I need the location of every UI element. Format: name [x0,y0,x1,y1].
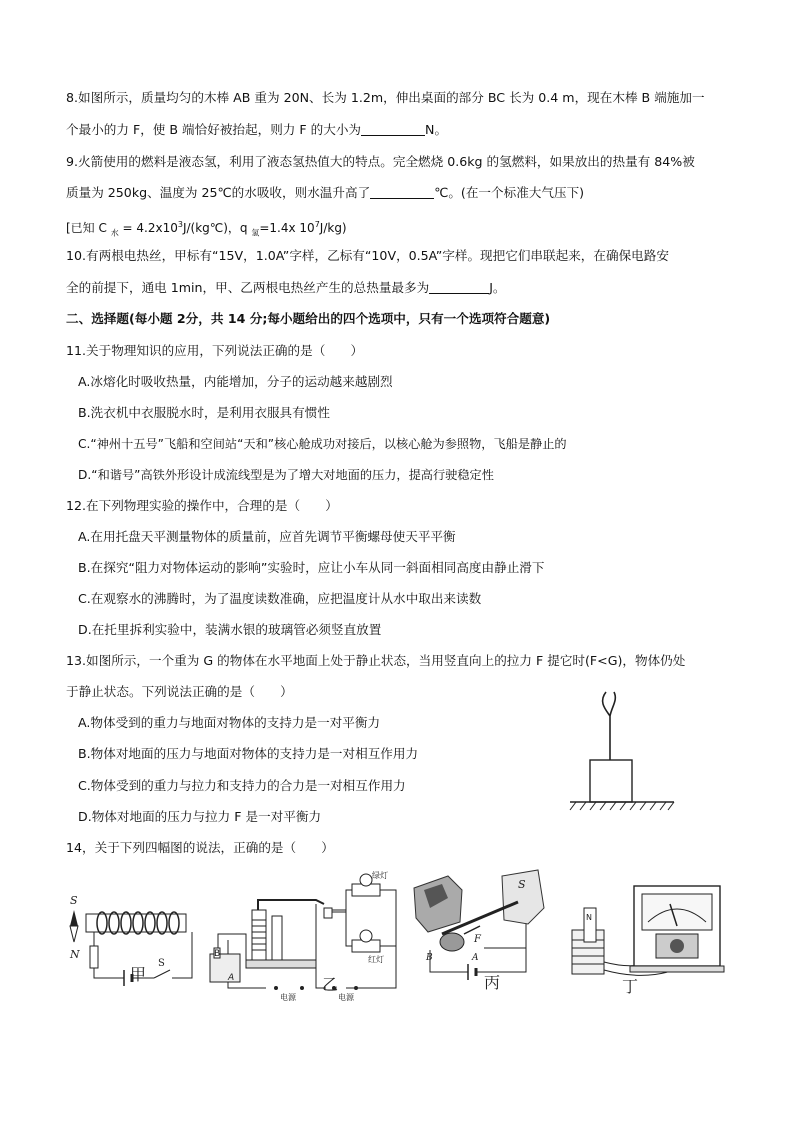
q8-line2 [66,122,447,138]
yi-relay-magnet [272,916,282,960]
bing-roller [440,933,464,951]
q10-line2 [66,280,506,296]
q9-line2-pre: 质量为 250kg、温度为 25℃的水吸收，则水温升高了 [66,185,371,200]
bing-force-label: F [474,934,481,945]
jia-coil [97,912,179,934]
q12-option-d[interactable]: D.在托里拆利实验中，装满水银的玻璃管必须竖直放置 [78,622,382,637]
q9-known-sup2: 7 [314,220,320,229]
jia-compass-s-label: S [70,894,78,907]
q13-option-a[interactable]: A.物体受到的重力与地面对物体的支持力是一对平衡力 [78,715,381,730]
q9-known-sub-water: 水 [110,228,119,238]
ding-magnet-n-label: N [586,913,592,922]
q13-block-figure [566,684,678,824]
q9-known-sub-hydrogen: 氢 [251,228,260,238]
figure-ding-label: 丁 [622,977,639,996]
figure-yi-label: 乙 [322,975,339,994]
q12-option-c[interactable]: C.在观察水的沸腾时，为了温度读数准确，应把温度计从水中取出来读数 [78,591,482,606]
bing-magnet-s-label: S [518,878,526,891]
jia-switch[interactable] [154,970,170,978]
q9-line1: 9.火箭使用的燃料是液态氢，利用了液态氢热值大的特点。完全燃烧 0.6kg 的氢燃料，如果放出的热量有 84%被 [66,154,695,169]
bing-magnet-n [414,876,462,932]
yi-contact [324,908,332,918]
q8-line2-pre: 个最小的力 F，使 B 端恰好被抬起，则力 F 的大小为 [66,122,362,137]
q9-known [66,217,347,241]
q10-line2-pre: 全的前提下，通电 1min，甲、乙两根电热丝产生的总热量最多为 [66,280,430,295]
q13-pull-string [603,692,616,760]
q11-option-b[interactable]: B.洗衣机中衣服脱水时，是利用衣服具有惯性 [78,405,330,420]
q10-line1: 10.有两根电热丝，甲标有“15V，1.0A”字样，乙标有“10V，0.5A”字样。现把它们串联起来，在确保电路安 [66,248,669,263]
q13-line1: 13.如图所示，一个重为 G 的物体在水平地面上处于静止状态，当用竖直向上的拉力 F 提它时(F<G)，物体仍处 [66,653,686,668]
yi-power2-label: 电源 [338,993,354,1002]
yi-green-label: 绿灯 [372,871,388,880]
q11-stem: 11.关于物理知识的应用，下列说法正确的是（ ） [66,343,364,358]
q11-option-c[interactable]: C.“神州十五号”飞船和空间站“天和”核心舱成功对接后，以核心舱为参照物，飞船是静止的 [78,437,567,451]
q9-known-mid2: J/(kg℃)，q [182,221,252,235]
yi-label-b: B [214,949,221,959]
q9-line2-post: ℃。(在一个标准大气压下) [434,185,585,200]
yi-terminal-4 [354,986,358,990]
q9-known-mid: = 4.2x10 [118,221,178,235]
q10-line2-post: J。 [489,280,506,295]
q9-answer-blank[interactable] [370,186,434,199]
jia-compass-n-label: N [70,948,80,961]
jia-switch-label: S [158,958,165,969]
ding-center-knob [670,939,684,953]
q8-line2-post: N。 [425,122,448,137]
ding-base [630,966,724,972]
q13-ground-hatch [570,802,674,810]
bing-label-b: B [426,953,433,963]
jia-resistor [90,946,98,968]
jia-core [86,914,186,932]
q12-option-b[interactable]: B.在探究“阻力对物体运动的影响”实验时，应让小车从同一斜面相同高度由静止滑下 [78,560,545,575]
yi-terminal-2 [300,986,304,990]
q11-option-d[interactable]: D.“和谐号”高铁外形设计成流线型是为了增大对地面的压力，提高行驶稳定性 [78,468,494,482]
q8-answer-blank[interactable] [361,123,425,136]
q9-line2 [66,185,584,201]
bing-force-arrow [464,926,480,934]
yi-red-lamp [360,930,372,942]
q14-stem: 14，关于下列四幅图的说法，正确的是（ ） [66,840,334,855]
figure-jia-label: 甲 [130,965,147,984]
jia-compass-needle-bottom [70,926,78,942]
figure-bing-label: 丙 [484,973,501,992]
q13-option-b[interactable]: B.物体对地面的压力与地面对物体的支持力是一对相互作用力 [78,746,419,761]
q9-known-end: J/kg) [319,221,347,235]
bing-label-a: A [472,953,479,963]
q9-known-sup1: 3 [177,220,183,229]
yi-terminal-1 [274,986,278,990]
q12-stem: 12.在下列物理实验的操作中，合理的是（ ） [66,498,338,513]
yi-relay-base [246,960,316,968]
yi-label-a: A [228,973,235,983]
yi-cup-wires [218,934,236,954]
q10-answer-blank[interactable] [429,281,489,294]
yi-red-label: 红灯 [368,955,384,964]
jia-compass-needle-top [70,910,78,926]
figure-ding [564,880,730,986]
q12-option-a[interactable]: A.在用托盘天平测量物体的质量前，应首先调节平衡螺母使天平平衡 [78,529,456,544]
yi-power1-label: 电源 [280,993,296,1002]
q13-block [590,760,632,802]
q13-option-d[interactable]: D.物体对地面的压力与拉力 F 是一对平衡力 [78,809,322,824]
figure-bing [408,868,556,980]
section2-heading: 二、选择题(每小题 2分，共 14 分;每小题给出的四个选项中，只有一个选项符合题意) [66,311,551,326]
q11-option-a[interactable]: A.冰熔化时吸收热量，内能增加，分子的运动越来越剧烈 [78,374,393,389]
yi-relay-coil [252,910,266,960]
q13-option-c[interactable]: C.物体受到的重力与拉力和支持力的合力是一对相互作用力 [78,778,406,793]
q9-known-pre: [已知 C [66,221,111,235]
yi-armature [258,900,324,910]
yi-green-lamp [360,874,372,886]
q9-known-mid3: =1.4x 10 [259,221,315,235]
q13-line2: 于静止状态。下列说法正确的是（ ） [66,684,293,699]
q8-line1: 8.如图所示，质量均匀的木棒 AB 重为 20N、长为 1.2m，伸出桌面的部分 BC 长为 0.4 m，现在木棒 B 端施加一 [66,90,705,105]
figure-yi [206,870,404,1002]
